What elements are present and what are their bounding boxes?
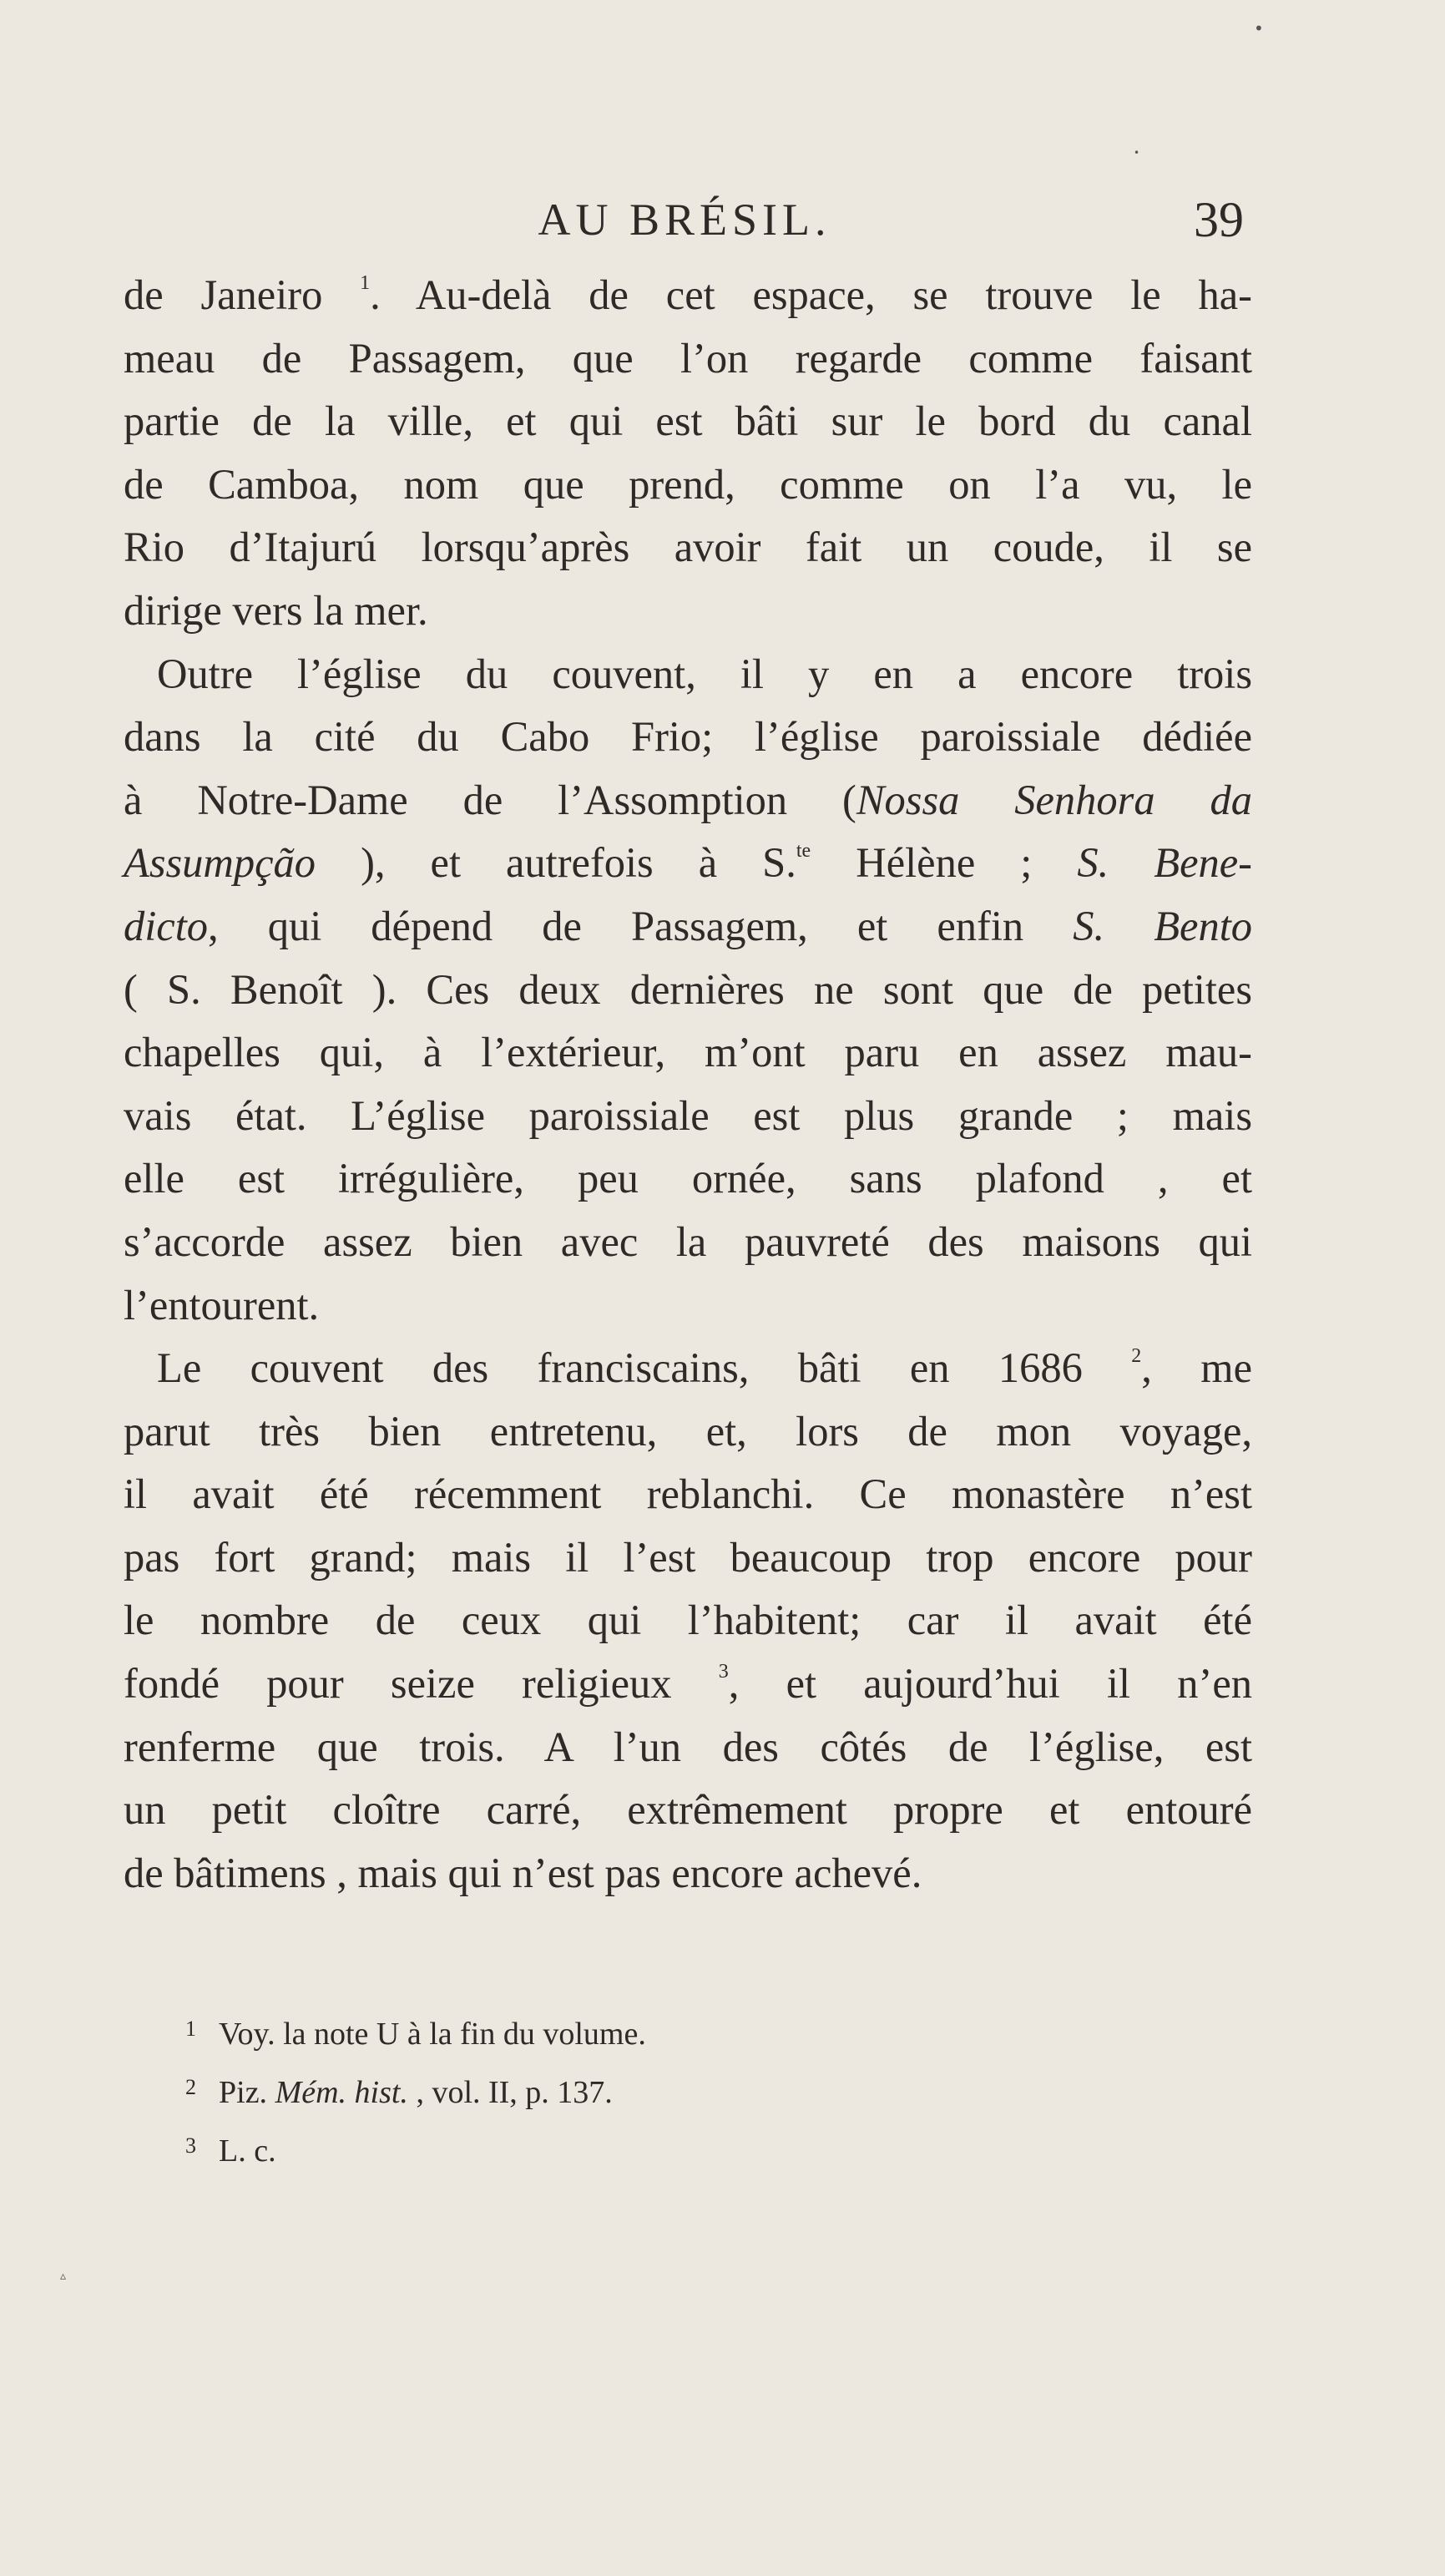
text-run: Outre l’église du couvent, il y en a encore trois	[157, 650, 1252, 697]
text-line	[124, 453, 1252, 517]
footnote-marker: 2	[185, 2075, 196, 2099]
text-line	[124, 1526, 1252, 1590]
text-run: pas fort grand; mais il l’est beaucoup trop encore pour	[124, 1533, 1252, 1581]
text-line	[124, 832, 1252, 895]
text-line	[124, 643, 1252, 706]
italic-text: Assumpção	[124, 839, 316, 887]
text-run: fondé pour seize religieux	[124, 1660, 719, 1708]
page-title: AU BRÉSIL.	[538, 195, 831, 245]
text-run: Piz.	[219, 2075, 275, 2110]
italic-text: S. Bene-	[1077, 839, 1252, 887]
text-run: Rio d’Itajurú lorsqu’après avoir fait un coude, il se	[124, 524, 1252, 571]
footnote-marker: 1	[185, 2017, 196, 2041]
text-run: partie de la ville, et qui est bâti sur le bord du canal	[124, 397, 1252, 445]
text-line	[124, 1716, 1252, 1779]
page-number: 39	[1194, 192, 1244, 247]
footnote-marker: 3	[185, 2133, 196, 2158]
footnote-reference: 1	[360, 272, 371, 294]
text-line	[124, 516, 1252, 579]
footnote-reference: 3	[718, 1661, 729, 1683]
text-run: Hélène ;	[811, 839, 1078, 887]
body-text	[124, 264, 1252, 1905]
text-line	[124, 264, 1252, 327]
text-line	[124, 769, 1252, 833]
text-run: , me	[1141, 1344, 1252, 1392]
text-line	[124, 895, 1252, 959]
text-run: L. c.	[219, 2133, 276, 2169]
text-run: il avait été récemment reblanchi. Ce monastère n’est	[124, 1470, 1252, 1518]
text-run: l’entourent.	[124, 1281, 320, 1328]
text-run: , qui dépend de Passagem, et enfin	[207, 902, 1074, 949]
text-run: Le couvent des franciscains, bâti en 1686	[157, 1344, 1132, 1392]
footnote-reference: te	[796, 840, 811, 863]
text-line	[124, 959, 1252, 1022]
text-run: de Janeiro	[124, 271, 361, 318]
text-run: ( S. Benoît ). Ces deux dernières ne sont que de petites	[124, 965, 1252, 1013]
text-line	[124, 1085, 1252, 1148]
text-line	[124, 1274, 1252, 1338]
text-line	[124, 1779, 1252, 1842]
text-run: elle est irrégulière, peu ornée, sans plafond , et	[124, 1155, 1252, 1202]
text-run: dirige vers la mer.	[124, 586, 428, 634]
footnote-reference: 2	[1131, 1345, 1142, 1368]
italic-text: S. Bento	[1073, 902, 1252, 949]
text-line	[124, 579, 1252, 643]
text-run: le nombre de ceux qui l’habitent; car il avait été	[124, 1597, 1252, 1644]
running-head	[125, 190, 1244, 257]
italic-text: Mém. hist.	[275, 2075, 408, 2110]
text-run: de Camboa, nom que prend, comme on l’a vu, le	[124, 460, 1252, 508]
text-line	[124, 1211, 1252, 1274]
text-run: ), et autrefois à S.	[316, 839, 796, 887]
italic-text: dicto	[124, 902, 208, 949]
footnote	[185, 2119, 937, 2178]
text-run: parut très bien entretenu, et, lors de mon voyage,	[124, 1407, 1252, 1455]
text-line	[124, 327, 1252, 391]
text-run: . Au-delà de cet espace, se trouve le ha-	[370, 271, 1252, 318]
text-run: un petit cloître carré, extrêmement propre et entouré	[124, 1786, 1252, 1834]
text-line	[124, 1589, 1252, 1652]
text-line	[124, 1021, 1252, 1085]
footnote	[185, 2002, 937, 2061]
text-line	[124, 706, 1252, 769]
ink-speck: ▵	[60, 2270, 67, 2283]
text-run: dans la cité du Cabo Frio; l’église paroissiale dédiée	[124, 713, 1252, 761]
text-run: meau de Passagem, que l’on regarde comme faisant	[124, 334, 1252, 382]
text-line	[124, 390, 1252, 453]
text-run: s’accorde assez bien avec la pauvreté des maisons qui	[124, 1217, 1252, 1265]
text-run: Voy. la note U à la fin du volume.	[219, 2017, 646, 2052]
text-line	[124, 1147, 1252, 1211]
text-line	[124, 1400, 1252, 1464]
text-run: chapelles qui, à l’extérieur, m’ont paru en assez mau-	[124, 1029, 1252, 1076]
text-line	[124, 1337, 1252, 1400]
text-line	[124, 1842, 1252, 1905]
footnotes	[185, 2002, 937, 2178]
ink-speck: •	[1254, 18, 1264, 38]
text-line	[124, 1463, 1252, 1526]
text-run: de bâtimens , mais qui n’est pas encore achevé.	[124, 1849, 922, 1896]
text-run: , et aujourd’hui il n’en	[728, 1660, 1252, 1708]
footnote	[185, 2061, 937, 2119]
text-run: renferme que trois. A l’un des côtés de l’église, est	[124, 1723, 1252, 1770]
text-run: vais état. L’église paroissiale est plus grande ; mais	[124, 1091, 1252, 1139]
text-line	[124, 1652, 1252, 1716]
italic-text: Nossa Senhora da	[856, 776, 1252, 823]
text-run: , vol. II, p. 137.	[407, 2075, 613, 2110]
ink-speck: •	[1134, 147, 1140, 159]
text-run: à Notre-Dame de l’Assomption (	[124, 776, 856, 823]
